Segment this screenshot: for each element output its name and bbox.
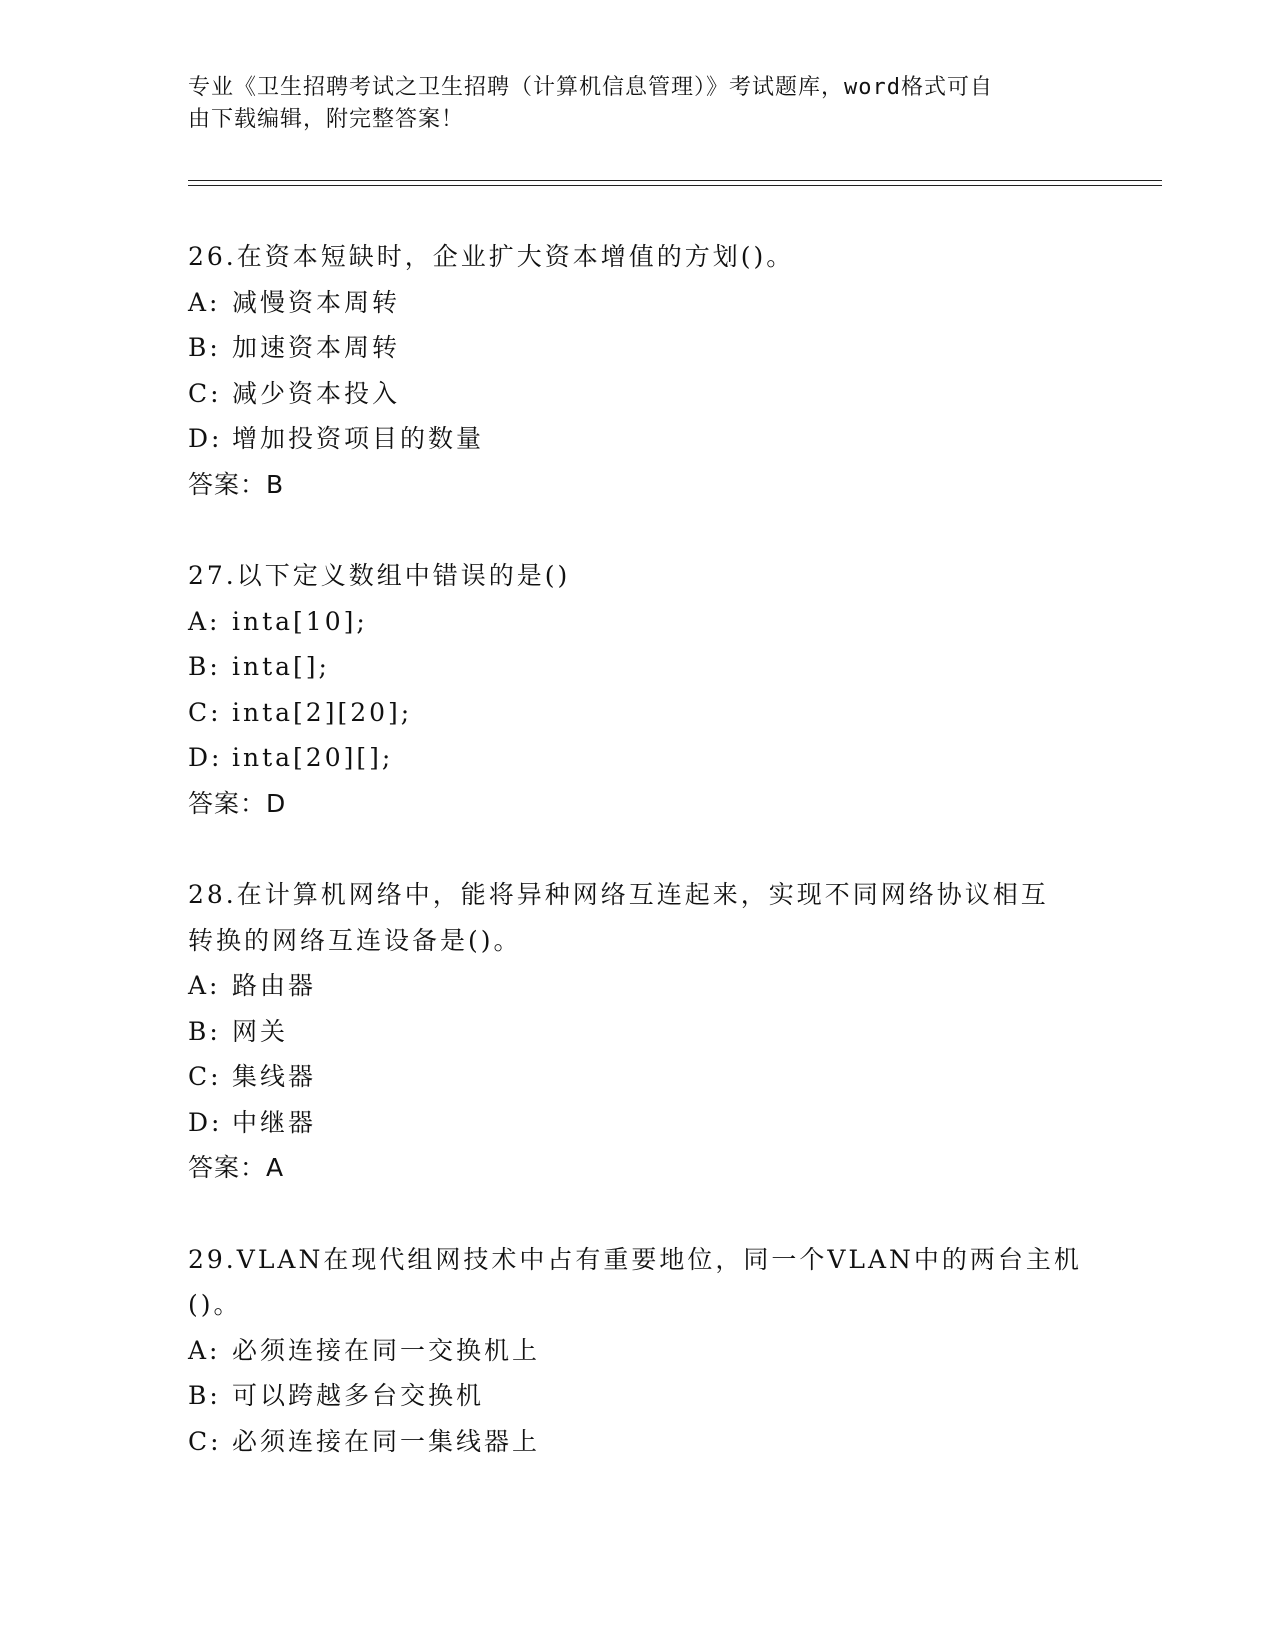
header-divider-bottom xyxy=(188,185,1162,186)
option-item xyxy=(188,1328,1088,1374)
option-text: 网关 xyxy=(232,1016,289,1046)
option-item xyxy=(188,371,1088,417)
question-text: 26.在资本短缺时，企业扩大资本增值的方划()。 xyxy=(188,242,795,271)
option-item xyxy=(188,1054,1088,1100)
option-item xyxy=(188,280,1088,326)
question-text: 28.在计算机网络中，能将异种网络互连起来，实现不同网络协议相互 xyxy=(188,880,1049,909)
option-item xyxy=(188,644,1088,690)
option-label: D: xyxy=(188,743,223,772)
answer-line: 答案：D xyxy=(188,788,287,818)
option-text: 减慢资本周转 xyxy=(232,287,401,317)
option-text: 增加投资项目的数量 xyxy=(232,424,485,453)
header-divider-top xyxy=(188,180,1162,181)
option-item xyxy=(188,963,1088,1009)
question-block xyxy=(188,234,1088,507)
option-label: B: xyxy=(188,1381,221,1410)
option-label: C: xyxy=(188,1062,222,1091)
question-block xyxy=(188,1237,1088,1465)
option-text: inta[2][20]; xyxy=(232,697,413,727)
option-text: 必须连接在同一交换机上 xyxy=(232,1335,541,1365)
question-list xyxy=(188,234,1088,1510)
option-text: inta[10]; xyxy=(232,606,368,636)
option-label: A: xyxy=(188,606,221,636)
option-label: C: xyxy=(188,378,222,408)
option-item xyxy=(188,416,1088,462)
question-block xyxy=(188,553,1088,826)
header-line-1: 专业《卫生招聘考试之卫生招聘（计算机信息管理）》考试题库，word格式可自 xyxy=(188,75,993,100)
option-item xyxy=(188,1373,1088,1419)
question-text: 转换的网络互连设备是()。 xyxy=(188,925,522,955)
option-item xyxy=(188,690,1088,736)
option-item xyxy=(188,735,1088,781)
option-text: 加速资本周转 xyxy=(232,333,401,362)
option-item xyxy=(188,1419,1088,1465)
option-label: C: xyxy=(188,697,222,727)
question-text: 27.以下定义数组中错误的是() xyxy=(188,561,571,590)
option-item xyxy=(188,1009,1088,1055)
option-text: inta[]; xyxy=(232,652,330,681)
option-item xyxy=(188,599,1088,645)
option-label: B: xyxy=(188,1016,221,1046)
document-header xyxy=(188,72,1068,136)
option-label: A: xyxy=(188,287,221,317)
option-item xyxy=(188,325,1088,371)
question-text: 29.VLAN在现代组网技术中占有重要地位，同一个VLAN中的两台主机 xyxy=(188,1244,1082,1274)
question-block xyxy=(188,872,1088,1191)
option-label: C: xyxy=(188,1426,222,1456)
option-text: 路由器 xyxy=(232,971,317,1000)
option-label: A: xyxy=(188,971,221,1000)
option-label: D: xyxy=(188,424,223,453)
option-text: inta[20][]; xyxy=(232,743,394,772)
header-line-2: 由下载编辑，附完整答案！ xyxy=(188,107,465,132)
question-text: ()。 xyxy=(188,1290,242,1319)
option-text: 集线器 xyxy=(232,1062,317,1091)
option-text: 中继器 xyxy=(232,1107,317,1137)
option-label: B: xyxy=(188,333,221,362)
option-label: A: xyxy=(188,1335,221,1365)
option-label: D: xyxy=(188,1107,223,1137)
option-text: 必须连接在同一集线器上 xyxy=(232,1426,541,1456)
option-text: 可以跨越多台交换机 xyxy=(232,1381,485,1410)
option-item xyxy=(188,1100,1088,1146)
option-label: B: xyxy=(188,652,221,681)
option-text: 减少资本投入 xyxy=(232,378,401,408)
answer-line: 答案：A xyxy=(188,1153,285,1182)
answer-line: 答案：B xyxy=(188,469,285,499)
